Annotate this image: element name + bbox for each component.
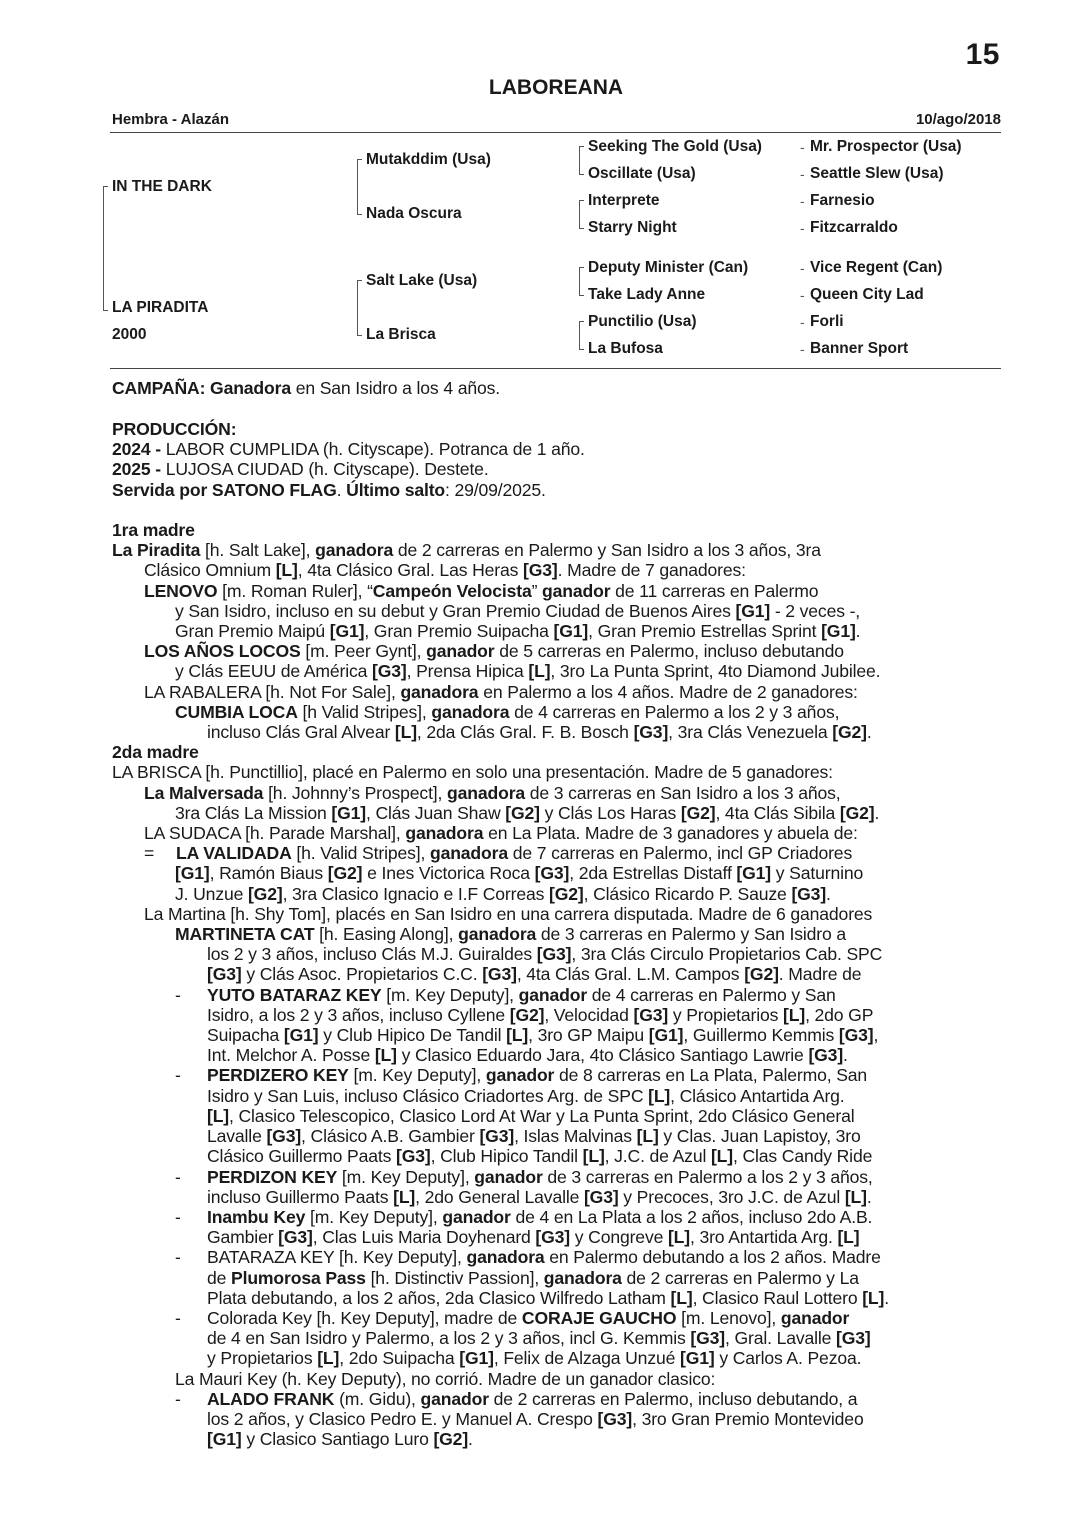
- campana-block: [112, 378, 1002, 398]
- bracket-gen3d: [579, 321, 584, 350]
- dash: -: [800, 193, 805, 209]
- campana-label: CAMPAÑA:: [112, 378, 206, 398]
- dash: -: [800, 260, 805, 276]
- sire-name: IN THE DARK: [112, 178, 212, 195]
- dam-name: LA PIRADITA: [112, 299, 209, 316]
- madre1-heading: 1ra madre: [112, 520, 195, 540]
- bracket-gen3a: [579, 146, 584, 175]
- bracket-gen2a: [357, 159, 362, 215]
- sire-sire: Mutakddim (Usa): [366, 151, 491, 168]
- dash: -: [800, 166, 805, 182]
- dash: -: [800, 139, 805, 155]
- dash: -: [800, 220, 805, 236]
- dam-sire: Salt Lake (Usa): [366, 272, 478, 289]
- g4-5: Vice Regent (Can): [810, 259, 943, 276]
- g4-8: Banner Sport: [810, 340, 909, 357]
- campana-text: en San Isidro a los 4 años.: [290, 378, 500, 398]
- g3-1: Seeking The Gold (Usa): [588, 138, 762, 155]
- birth-date: 10/ago/2018: [915, 111, 1001, 128]
- g3-7: Punctilio (Usa): [588, 313, 697, 330]
- sex-color: Hembra - Alazán: [112, 111, 229, 128]
- g4-3: Farnesio: [810, 192, 875, 209]
- bracket-gen2b: [357, 280, 362, 336]
- g4-4: Fitzcarraldo: [810, 219, 898, 236]
- g3-8: La Bufosa: [588, 340, 663, 357]
- g4-2: Seattle Slew (Usa): [810, 165, 944, 182]
- prod-text-1: LABOR CUMPLIDA (h. Cityscape). Potranca de 1 año.: [161, 439, 585, 460]
- dash: -: [800, 341, 805, 357]
- g3-5: Deputy Minister (Can): [588, 259, 749, 276]
- dash: -: [800, 287, 805, 303]
- madre2-heading: 2da madre: [112, 742, 199, 763]
- dam-dam: La Brisca: [366, 326, 436, 343]
- bracket-gen1: [103, 186, 108, 311]
- g4-1: Mr. Prospector (Usa): [810, 138, 962, 155]
- dash: -: [800, 314, 805, 330]
- top-rule: [110, 132, 1001, 133]
- sire-dam: Nada Oscura: [366, 205, 462, 222]
- g3-6: Take Lady Anne: [588, 286, 706, 303]
- g4-7: Forli: [810, 313, 844, 330]
- prod-text-2: LUJOSA CIUDAD (h. Cityscape). Destete.: [161, 459, 489, 480]
- bracket-gen3c: [579, 267, 584, 296]
- g4-6: Queen City Lad: [810, 286, 924, 303]
- g3-4: Starry Night: [588, 219, 677, 236]
- g3-2: Oscillate (Usa): [588, 165, 696, 182]
- bracket-gen3b: [579, 200, 584, 229]
- produccion-label: PRODUCCIÓN:: [112, 419, 237, 439]
- g3-3: Interprete: [588, 192, 660, 209]
- bottom-rule: [110, 368, 1001, 369]
- produccion-block: PRODUCCIÓN: 2024 - LABOR CUMPLIDA (h. Cityscape). Potranca de 1 año. 2025 - LUJOSA CIUDAD (h. Cityscape). Destete. Servida por SATONO FLAG. Último salto: 29/09/2025.: [112, 419, 585, 500]
- campana-bold: Ganadora: [210, 378, 291, 398]
- prod-year-2: 2025 -: [112, 459, 161, 480]
- prod-year-1: 2024 -: [112, 439, 161, 460]
- pedigree-notes: 1ra madre La Piradita [h. Salt Lake], ganadora de 2 carreras en Palermo y San Isidro a los 3 años, 3ra Clásico Omnium [L], 4ta Clásico Gral. Las Heras [G3]. Madre de 7 ganadores: LENOVO [m. Roman Ruler], “Campeón Velocista” ganador de 11 carreras en Palermo y San Isidro, incluso en su debut y Gran Premio Ciudad de Buenos Aires [G1] - 2 veces -, Gran Premio Maipú [G1], Gran Premio Suipacha [G1], Gran Premio Estrellas Sprint [G1]. LOS AÑOS LOCOS [m. Peer Gynt], ganador de 5 carreras en Palermo, incluso debutando y Clás EEUU de América [G3], Prensa Hipica [L], 3ro La Punta Sprint, 4to Diamond Jubilee. LA RABALERA [h. Not For Sale], ganadora en Palermo a los 4 años. Madre de 2 ganadores: CUMBIA LOCA [h Valid Stripes], ganadora de 4 carreras en Palermo a los 2 y 3 años, incluso Clás Gral Alvear [L], 2da Clás Gral. F. B. Bosch [G3], 3ra Clás Venezuela [G2]. 2da madre LA BRISCA [h. Punctillio], placé en Palermo en solo una presentación. Madre de 5 ganadores: La Malversada [h. Johnny’s Prospect], ganadora de 3 carreras en San Isidro a los 3 años, 3ra Clás La Mission [G1], Clás Juan Shaw [G2] y Clás Los Haras [G2], 4ta Clás Sibila [G2]. LA SUDACA [h. Parade Marshal], ganadora en La Plata. Madre de 3 ganadores y abuela de: = LA VALIDADA [h. Valid Stripes], ganadora de 7 carreras en Palermo, incl GP Criadores [G1], Ramón Biaus [G2] e Ines Victorica Roca [G3], 2da Estrellas Distaff [G1] y Saturnino J. Unzue [G2], 3ra Clasico Ignacio e I.F Correas [G2], Clásico Ricardo P. Sauze [G3]. La Martina [h. Shy Tom], placés en San Isidro en una carrera disputada. Madre de 6 ganadores MARTINETA CAT [h. Easing Along], ganadora de 3 carreras en Palermo y San Isidro a los 2 y 3 años, incluso Clás M.J. Guiraldes [G3], 3ra Clás Circulo Propietarios Cab. SPC [G3] y Clás Asoc. Propietarios C.C. [G3], 4ta Clás Gral. L.M. Campos [G2]. Madre de - YUTO BATARAZ KEY [m. Key Deputy], ganador de 4 carreras en Palermo y San Isidro, a los 2 y 3 años, incluso Cyllene [G2], Velocidad [G3] y Propietarios [L], 2do GP Suipacha [G1] y Club Hipico De Tandil [L], 3ro GP Maipu [G1], Guillermo Kemmis [G3], Int. Melchor A. Posse [L] y Clasico Eduardo Jara, 4to Clásico Santiago Lawrie [G3]. - PERDIZERO KEY [m. Key Deputy], ganador de 8 carreras en La Plata, Palermo, San Isidro y San Luis, incluso Clásico Criadortes Arg. de SPC [L], Clásico Antartida Arg. [L], Clasico Telescopico, Clasico Lord At War y La Punta Sprint, 2do Clásico General Lavalle [G3], Clásico A.B. Gambier [G3], Islas Malvinas [L] y Clas. Juan Lapistoy, 3ro Clásico Guillermo Paats [G3], Club Hipico Tandil [L], J.C. de Azul [L], Clas Candy Ride - PERDIZON KEY [m. Key Deputy], ganador de 3 carreras en Palermo a los 2 y 3 años, incluso Guillermo Paats [L], 2do General Lavalle [G3] y Precoces, 3ro J.C. de Azul [L]. - Inambu Key [m. Key Deputy], ganador de 4 en La Plata a los 2 años, incluso 2do A.B. Gambier [G3], Clas Luis Maria Doyhenard [G3] y Congreve [L], 3ro Antartida Arg. [L] - BATARAZA KEY [h. Key Deputy], ganadora en Palermo debutando a los 2 años. Madre de Plumorosa Pass [h. Distinctiv Passion], ganadora de 2 carreras en Palermo y La Plata debutando, a los 2 años, 2da Clasico Wilfredo Latham [L], Clasico Raul Lottero [L]. - Colorada Key [h. Key Deputy], madre de CORAJE GAUCHO [m. Lenovo], ganador de 4 en San Isidro y Palermo, a los 2 y 3 años, incl G. Kemmis [G3], Gral. Lavalle [G3] y Propietarios [L], 2do Suipacha [G1], Felix de Alzaga Unzué [G1] y Carlos A. Pezoa. La Mauri Key (h. Key Deputy), no corrió. Madre de un ganador clasico: - ALADO FRANK (m. Gidu), ganador de 2 carreras en Palermo, incluso debutando, a los 2 años, y Clasico Pedro E. y Manuel A. Crespo [G3], 3ro Gran Premio Montevideo [G1] y Clasico Santiago Luro [G2].: [112, 520, 1002, 1449]
- dam-year: 2000: [112, 326, 147, 343]
- page-number: 15: [965, 38, 1000, 71]
- horse-name: LABOREANA: [488, 76, 624, 99]
